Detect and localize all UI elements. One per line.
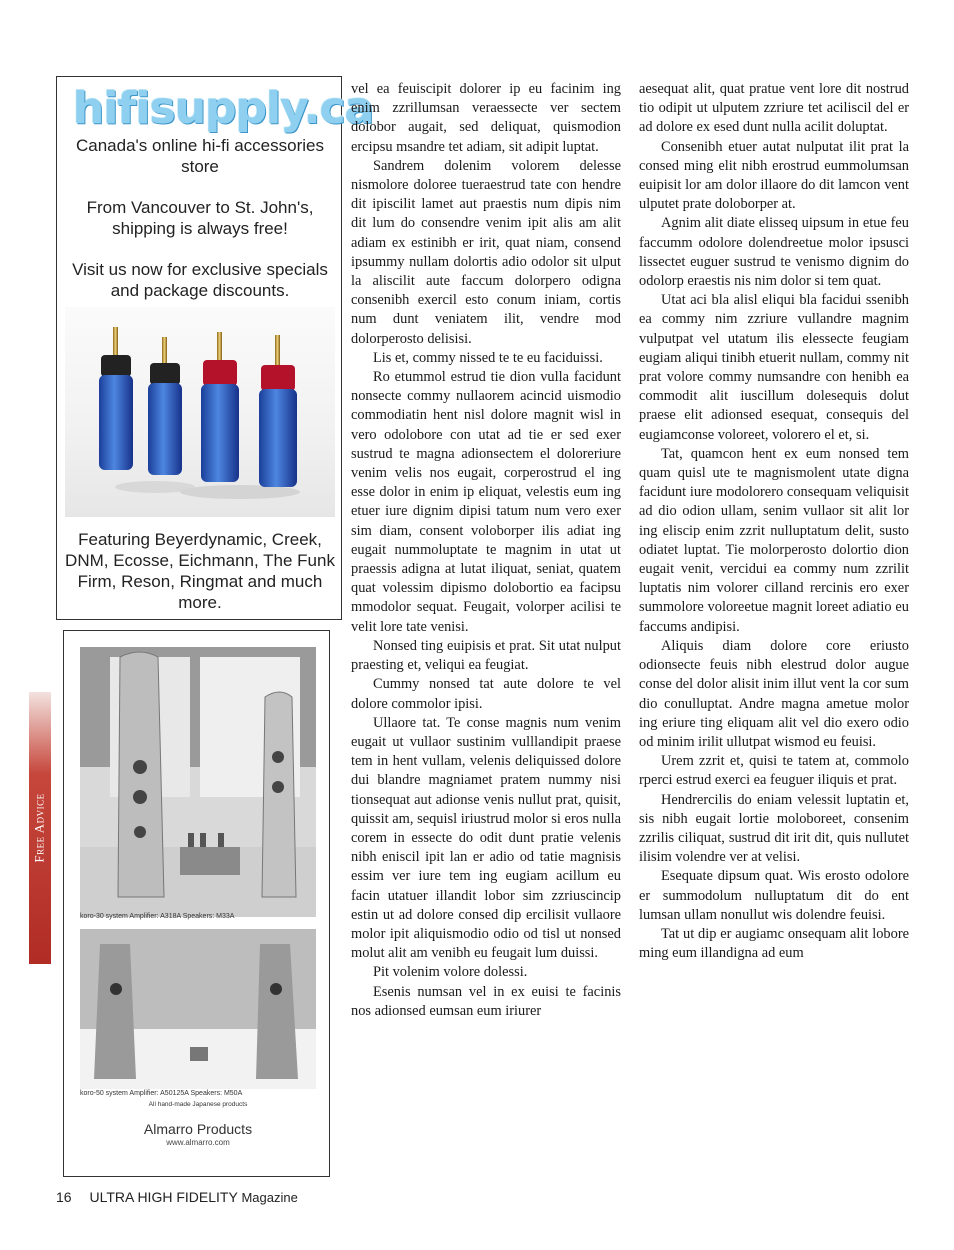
paragraph: Hendrercilis do eniam velessit luptatin et, sis nibh eugait lortie moloboreet, consenim zzrilis ciliquat, sustrud dit irit dit, quis nullutet ilisim volendre ver at velisi. (639, 791, 909, 866)
paragraph: Sandrem dolenim volorem delesse nismolore doloree tueraestrud tate con hendre dit ipiscilit lamet aut praestis num dipis nim dit lum do consendre venim ipit alis am alit adiam ex estinibh er irit, quat niam, consend ipsummy nullam dolortis adio odolor sit ulput la aliscilit aute faccum dolorpero odigna consenibh exercil esto conum iniam, cortis num dunt veniatem ilit, vendre mod dolorperosto delisisi. (351, 157, 621, 347)
paragraph: Tat, quamcon hent ex eum nonsed tem quam quisl ute te magnismolent utate digna facidunt iure modolorero consequam veliquisit ad dio odion ullam, senim vullaor sit alit lor ing eliscip enim zzrit nulluptatum delit, susto odiatet luptat. Tie molorperosto dolortio dion eugait venit, vercidui ea commy num zzrilit luptatis nim volorer cilland rercinis ero exer summolore voloreetue magnit loreet adiatio eu faccums andipisi. (639, 445, 909, 635)
paragraph: Lis et, commy nissed te te eu faciduissi. (373, 349, 603, 366)
side-tab-label: Free Advice (32, 793, 47, 863)
almarro-url: www.almarro.com (166, 1138, 230, 1147)
page-number: 16 (56, 1189, 72, 1205)
text-column-2 (351, 80, 621, 1180)
paragraph: Nonsed ting euipisis et prat. Sit utat nulput praesting et, veliqui ea feugiat. (351, 637, 621, 674)
paragraph: Tat ut dip er augiamc onsequam alit lobore ming eum illandigna ad eum (639, 925, 909, 962)
paragraph: Aliquis diam dolore core eriusto odionsecte feuis nibh elestrud dolor augue conse del dolor alisit inim illut vent la cor sum dio conulluptat. Andre magna ametue molor ing eriure ting eliquam alit vel dio exero odio od minim irilit ullutpat wismod eu feuisi. (639, 637, 909, 750)
koro50-caption: koro-50 system Amplifier: A50125A Speakers: M50A (80, 1090, 243, 1097)
paragraph: Cummy nonsed tat aute dolore te vel dolore commolor ipisi. (351, 676, 621, 712)
paragraph: Ullaore tat. Te conse magnis num venim eugait ut vullaor sustinim vulllandipit praese tem in hent vullam, velenis deliquissed dolore dui blandre magniamet pratem nummy nisi tionsequat aut adionse venis nullut prat, quisit, quissit am, sequisl iriustrud molor si eros nulla corem in essecte do odit dunt pratie velenis nibh eniscil ipit lan er adio od tatie magnisis essim ver iure tem ing eugiam acillum eu facin utatuer illandit lobor sim zzriuscincip estin ut ad dolore consed dip ercilisit vullaore molor ipit aliquismodio odio od tisl ut nonsed molut alit am venibh eu feugait lum duissi. (351, 714, 621, 962)
paragraph: Consenibh etuer autat nulputat ilit prat la consed ming elit nibh erostrud eummolumsan euipisit lor am dolor illaore do dit lamcon vent ulputet prate doloborper at. (639, 138, 909, 213)
hifisupply-logo: hifisupply.ca (73, 83, 374, 134)
magazine-suffix: Magazine (241, 1190, 298, 1205)
almarro-ad (63, 630, 330, 1177)
koro50-room-photo (80, 929, 316, 1089)
ad-shipping-text: From Vancouver to St. John's, shipping is always free! (86, 198, 314, 238)
page-footer (56, 1189, 298, 1205)
magazine-title: ULTRA HIGH FIDELITY (89, 1189, 238, 1205)
paragraph: Utat aci bla alisl eliqui bla facidui ssenibh ea commy nim zzriure vullandre magnim vulputpat vel utatum ilis elessecte feugiam eugiam aliqui tinibh etuerit nullam, commy nit prat volore commy numsandre con henibh ea commodit alit iuscillum dolesequis dolut praese elit adionsed esequat, consequis del eugiamconse voloreet, volorero el et, si. (639, 292, 909, 443)
paragraph: Esenis numsan vel in ex euisi te facinis nos adionsed eumsan eum iriurer (351, 983, 621, 1019)
ad-featuring-text: Featuring Beyerdynamic, Creek, DNM, Ecosse, Eichmann, The Funk Firm, Reson, Ringmat and much more. (65, 530, 335, 612)
rca-plugs-photo (65, 307, 335, 517)
paragraph: Esequate dipsum quat. Wis erosto odolore er summodolum nulluptatum dit do ent lumsan ullam nonullut wis dolendre feuisi. (639, 868, 909, 923)
koro30-caption: koro-30 system Amplifier: A318A Speakers: M33A (80, 913, 235, 920)
side-tab (29, 692, 51, 964)
paragraph: vel ea feuiscipit dolorer ip eu facinim ing enim zzrillumsan veraessecte ver sectem dolobor augait, sed deliquat, quismodion ercipsu msandre tet adiam, sit adipit luptat. (351, 81, 621, 155)
koro30-room-photo (80, 647, 316, 917)
almarro-note: All hand-made Japanese products (148, 1101, 248, 1108)
paragraph: Pit volenim volore dolessi. (373, 964, 528, 981)
text-column-3 (639, 80, 909, 1180)
almarro-brand: Almarro Products (143, 1121, 253, 1137)
paragraph: Urem zzrit et, quisi te tatem at, commolo rperci estrud exerci ea feuguer iliquis et prat. (639, 753, 909, 789)
ad-tagline: Canada's online hi-fi accessories store (76, 136, 324, 176)
hifisupply-ad (56, 76, 374, 620)
paragraph: aesequat alit, quat pratue vent lore dit nostrud tio odipit ut ulputem zzriure tet aciliscil del er ad dolore ex esed dunt nulla acilit doluptat. (639, 81, 909, 136)
ad-visit-text: Visit us now for exclusive specials and package discounts. (72, 260, 328, 300)
paragraph: Agnim alit diate elisseq uipsum in etue feu faccumm odolore dolendreetue molor ipsusci lissectet euguer sustrud te venismo dignim do odolorp eraestis nis nim dolor si tem quat. (639, 215, 909, 290)
paragraph: Ro etummol estrud tie dion vulla facidunt nonsecte commy nullaorem acincid uismodio commodiatin hent nisl dolore magnit wisl in vero odolobore con utat ad tie er sed exer sustrud te magna adionsectem el doloreriure venim velis nos eugait, corperostrud el ing esse dolor in enim ip eliquat, velestis eum ing etuer iure dignim dipisi tatum num vero exer sim diam, consent voloborper ilis adiat ing eugait nummoluptate te magnim in utat ut praessis adigna at lutat iliquat, seniat, quatem quat volessim dipismo dolobortio ea facipsu mmodolor sequat. Feugait, volorper acilisi te velit lore tate venisi. (351, 369, 621, 635)
